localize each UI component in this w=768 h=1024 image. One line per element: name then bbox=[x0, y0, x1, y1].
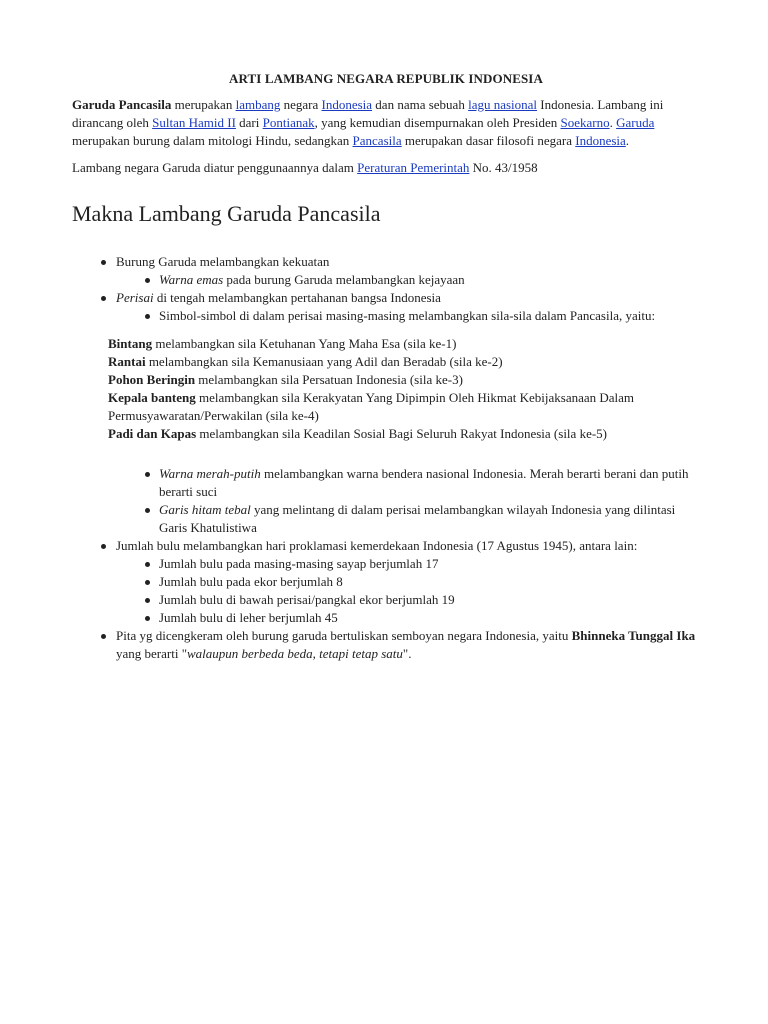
symbol-rantai: Rantai melambangkan sila Kemanusiaan yang Adil dan Beradab (sila ke-2) bbox=[108, 354, 503, 369]
list-item-bulu-leher: Jumlah bulu di leher berjumlah 45 bbox=[159, 609, 700, 627]
symbol-padi-kapas: Padi dan Kapas melambangkan sila Keadilan Sosial Bagi Seluruh Rakyat Indonesia (sila ke-5) bbox=[108, 426, 607, 441]
link-indonesia-2[interactable]: Indonesia bbox=[575, 133, 626, 148]
link-lagu-nasional[interactable]: lagu nasional bbox=[468, 97, 538, 112]
meaning-list bbox=[72, 253, 700, 663]
sub-list bbox=[116, 307, 700, 325]
list-item-bulu-sayap: Jumlah bulu pada masing-masing sayap berjumlah 17 bbox=[159, 555, 700, 573]
link-peraturan-pemerintah[interactable]: Peraturan Pemerintah bbox=[357, 160, 470, 175]
symbols-block bbox=[108, 335, 700, 443]
link-lambang[interactable]: lambang bbox=[235, 97, 281, 112]
list-item-garis-hitam: Garis hitam tebal yang melintang di dalam perisai melambangkan wilayah Indonesia yang dilintasi Garis Khatulistiwa bbox=[159, 501, 700, 537]
document-title: ARTI LAMBANG NEGARA REPUBLIK INDONESIA bbox=[229, 71, 543, 86]
link-pontianak[interactable]: Pontianak bbox=[262, 115, 315, 130]
intro-paragraph: Garuda Pancasila merupakan lambang negara Indonesia dan nama sebuah lagu nasional Indonesia. Lambang ini dirancang oleh Sultan Hamid II dari Pontianak, yang kemudian disempurnakan oleh Presiden Soekarno. Garuda merupakan burung dalam mitologi Hindu, sedangkan Pancasila merupakan dasar filosofi negara Indonesia. bbox=[72, 97, 664, 148]
link-soekarno[interactable]: Soekarno bbox=[560, 115, 610, 130]
document-page bbox=[72, 70, 700, 663]
sub-list bbox=[116, 555, 700, 627]
list-item-bulu-ekor: Jumlah bulu pada ekor berjumlah 8 bbox=[159, 573, 700, 591]
list-item-garuda: Burung Garuda melambangkan kekuatan Warna emas pada burung Garuda melambangkan kejayaan bbox=[116, 253, 700, 289]
sub-list bbox=[116, 465, 700, 537]
list-item-simbol: Simbol-simbol di dalam perisai masing-masing melambangkan sila-sila dalam Pancasila, yaitu: bbox=[159, 307, 700, 325]
list-item-perisai: Perisai di tengah melambangkan pertahanan bangsa Indonesia Simbol-simbol di dalam perisai masing-masing melambangkan sila-sila dalam Pancasila, yaitu: Bintang melambangkan sila Ketuhanan Yang Maha Esa (sila ke-1) Rantai melambangkan sila Kemanusiaan yang Adil dan Beradab (sila ke-2) Pohon Beringin melambangkan sila Persatuan Indonesia (sila ke-3) Kepala banteng melambangkan sila Kerakyatan Yang Dipimpin Oleh Hikmat Kebijaksanaan Dalam Permusyawaratan/Perwakilan (sila ke-4) Padi dan Kapas melambangkan sila Keadilan Sosial Bagi Seluruh Rakyat Indonesia (sila ke-5) Warna merah-putih melambangkan warna bendera nasional Indonesia. Merah berarti berani dan putih berarti suci Garis hitam tebal yang melintang di dalam perisai melambangkan wilayah Indonesia yang dilintasi Garis Khatulistiwa bbox=[116, 289, 700, 537]
list-item-jumlah-bulu: Jumlah bulu melambangkan hari proklamasi kemerdekaan Indonesia (17 Agustus 1945), antara lain: Jumlah bulu pada masing-masing sayap berjumlah 17 Jumlah bulu pada ekor berjumlah 8 Jumlah bulu di bawah perisai/pangkal ekor berjumlah 19 Jumlah bulu di leher berjumlah 45 bbox=[116, 537, 700, 627]
list-item-bulu-perisai: Jumlah bulu di bawah perisai/pangkal ekor berjumlah 19 bbox=[159, 591, 700, 609]
symbol-kepala-banteng: Kepala banteng melambangkan sila Kerakyatan Yang Dipimpin Oleh Hikmat Kebijaksanaan Dalam Permusyawaratan/Perwakilan (sila ke-4) bbox=[108, 390, 635, 423]
list-item-merah-putih: Warna merah-putih melambangkan warna bendera nasional Indonesia. Merah berarti berani dan putih berarti suci bbox=[159, 465, 700, 501]
link-garuda[interactable]: Garuda bbox=[616, 115, 655, 130]
list-item-pita: Pita yg dicengkeram oleh burung garuda bertuliskan semboyan negara Indonesia, yaitu Bhinneka Tunggal Ika yang berarti "walaupun berbeda beda, tetapi tetap satu". bbox=[116, 627, 700, 663]
section-heading: Makna Lambang Garuda Pancasila bbox=[72, 201, 381, 226]
symbol-pohon-beringin: Pohon Beringin melambangkan sila Persatuan Indonesia (sila ke-3) bbox=[108, 372, 463, 387]
sub-list bbox=[116, 271, 700, 289]
link-pancasila[interactable]: Pancasila bbox=[352, 133, 402, 148]
symbol-bintang: Bintang melambangkan sila Ketuhanan Yang Maha Esa (sila ke-1) bbox=[108, 336, 457, 351]
list-item-warna-emas: Warna emas pada burung Garuda melambangkan kejayaan bbox=[159, 271, 700, 289]
regulation-paragraph: Lambang negara Garuda diatur penggunaannya dalam Peraturan Pemerintah No. 43/1958 bbox=[72, 160, 538, 175]
link-sultan-hamid[interactable]: Sultan Hamid II bbox=[152, 115, 236, 130]
link-indonesia[interactable]: Indonesia bbox=[321, 97, 373, 112]
intro-bold-lead: Garuda Pancasila bbox=[72, 97, 172, 112]
